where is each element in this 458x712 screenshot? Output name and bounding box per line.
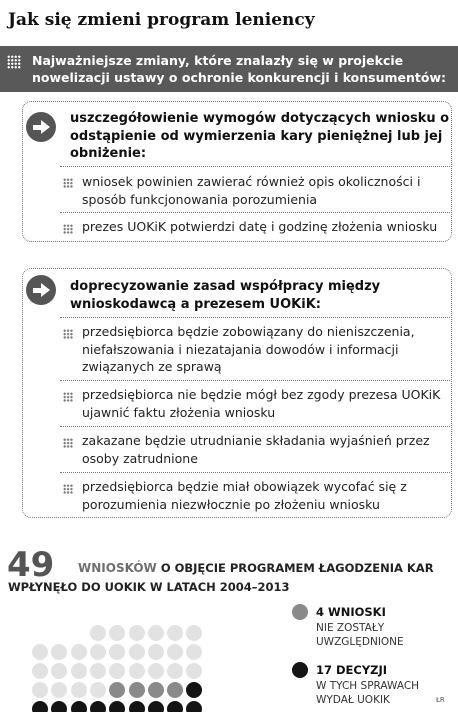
dot-light bbox=[51, 682, 67, 698]
dot-light bbox=[32, 682, 48, 698]
dot-light bbox=[32, 663, 48, 679]
bullet-grid-icon bbox=[63, 484, 73, 494]
dot-light bbox=[51, 644, 67, 660]
dot-light bbox=[167, 644, 183, 660]
stat-accent-word: WNIOSKÓW bbox=[78, 561, 157, 575]
list-item: przedsiębiorca będzie zobowiązany do nieniszczenia, niefałszowania i niezatajania dowodów i informacji związanych ze sprawą bbox=[82, 324, 415, 374]
dot-light bbox=[129, 644, 145, 660]
dot-light bbox=[186, 663, 202, 679]
dot-grey bbox=[148, 682, 164, 698]
list-item: zakazane będzie utrudnianie składania wyjaśnień przez osoby zatrudnione bbox=[82, 433, 430, 466]
legend-text-2: W TYCH SPRAWACH WYDAŁ UOKIK bbox=[316, 680, 420, 706]
dot-grey bbox=[109, 682, 125, 698]
legend-title-1: 4 WNIOSKI bbox=[316, 605, 386, 619]
stat-line-1-rest: O OBJĘCIE PROGRAMEM ŁAGODZENIA KAR bbox=[160, 561, 434, 575]
section-heading-2: doprecyzowanie zasad współpracy między wnioskodawcą a prezesem UOKiK: bbox=[70, 279, 381, 312]
divider bbox=[60, 212, 450, 213]
list-item: prezes UOKiK potwierdzi datę i godzinę złożenia wniosku bbox=[82, 219, 438, 234]
divider bbox=[60, 380, 450, 381]
legend-title-2: 17 DECYZJI bbox=[316, 663, 388, 677]
divider bbox=[60, 166, 450, 167]
dot-light bbox=[90, 663, 106, 679]
legend-dot-grey bbox=[292, 604, 308, 620]
dot-light bbox=[32, 644, 48, 660]
intro-banner bbox=[0, 46, 458, 92]
bullet-grid-icon bbox=[63, 178, 73, 188]
grid-icon bbox=[7, 55, 21, 69]
stat-line-2: WPŁYNĘŁO DO UOKIK W LATACH 2004–2013 bbox=[8, 580, 290, 594]
dot-light bbox=[71, 682, 87, 698]
dot-light bbox=[90, 625, 106, 641]
dot-black bbox=[167, 701, 183, 712]
dot-black bbox=[129, 701, 145, 712]
dot-black bbox=[90, 701, 106, 712]
dot-light bbox=[148, 644, 164, 660]
legend-dot-black bbox=[292, 662, 308, 678]
dot-light bbox=[109, 644, 125, 660]
dot-light bbox=[129, 663, 145, 679]
dot-light bbox=[71, 663, 87, 679]
list-item: przedsiębiorca będzie miał obowiązek wycofać się z porozumienia niezwłocznie po złożeniu wniosku bbox=[82, 479, 407, 512]
dot-light bbox=[71, 644, 87, 660]
divider bbox=[60, 317, 450, 318]
intro-text: Najważniejsze zmiany, które znalazły się w projekcie nowelizacji ustawy o ochronie konkurencji i konsumentów: bbox=[32, 53, 447, 85]
dot-black bbox=[32, 701, 48, 712]
dot-light bbox=[109, 625, 125, 641]
dot-light bbox=[90, 682, 106, 698]
dot-black bbox=[186, 682, 202, 698]
legend-text-1: NIE ZOSTAŁY UWZGLĘDNIONE bbox=[316, 622, 404, 648]
dot-black bbox=[51, 701, 67, 712]
dot-light bbox=[186, 625, 202, 641]
stat-number: 49 bbox=[7, 545, 55, 585]
page-title: Jak się zmieni program leniency bbox=[8, 10, 315, 30]
arrow-right-icon bbox=[26, 112, 56, 142]
list-item: wniosek powinien zawierać również opis okoliczności i sposób funkcjonowania porozumienia bbox=[82, 174, 421, 207]
bullet-grid-icon bbox=[63, 392, 73, 402]
author-credit: ŁR bbox=[436, 696, 445, 704]
bullet-grid-icon bbox=[63, 438, 73, 448]
dot-light bbox=[186, 644, 202, 660]
dot-light bbox=[129, 625, 145, 641]
dot-black bbox=[109, 701, 125, 712]
dot-black bbox=[186, 701, 202, 712]
dot-light bbox=[167, 625, 183, 641]
dot-grey bbox=[167, 682, 183, 698]
section-heading-1: uszczegółowienie wymogów dotyczących wniosku o odstąpienie od wymierzenia kary pieniężnej lub jej obniżenie: bbox=[70, 111, 450, 161]
dot-light bbox=[148, 625, 164, 641]
arrow-right-icon bbox=[26, 275, 56, 305]
divider bbox=[60, 426, 450, 427]
divider bbox=[60, 472, 450, 473]
list-item: przedsiębiorca nie będzie mógł bez zgody prezesa UOKiK ujawnić faktu złożenia wniosku bbox=[82, 387, 441, 420]
dot-grey bbox=[129, 682, 145, 698]
dot-light bbox=[148, 663, 164, 679]
bullet-grid-icon bbox=[63, 329, 73, 339]
dot-light bbox=[167, 663, 183, 679]
dot-light bbox=[51, 663, 67, 679]
dot-light bbox=[90, 644, 106, 660]
dot-light bbox=[109, 663, 125, 679]
bullet-grid-icon bbox=[63, 224, 73, 234]
dot-black bbox=[148, 701, 164, 712]
stat-line-1 bbox=[78, 561, 434, 575]
dot-black bbox=[71, 701, 87, 712]
